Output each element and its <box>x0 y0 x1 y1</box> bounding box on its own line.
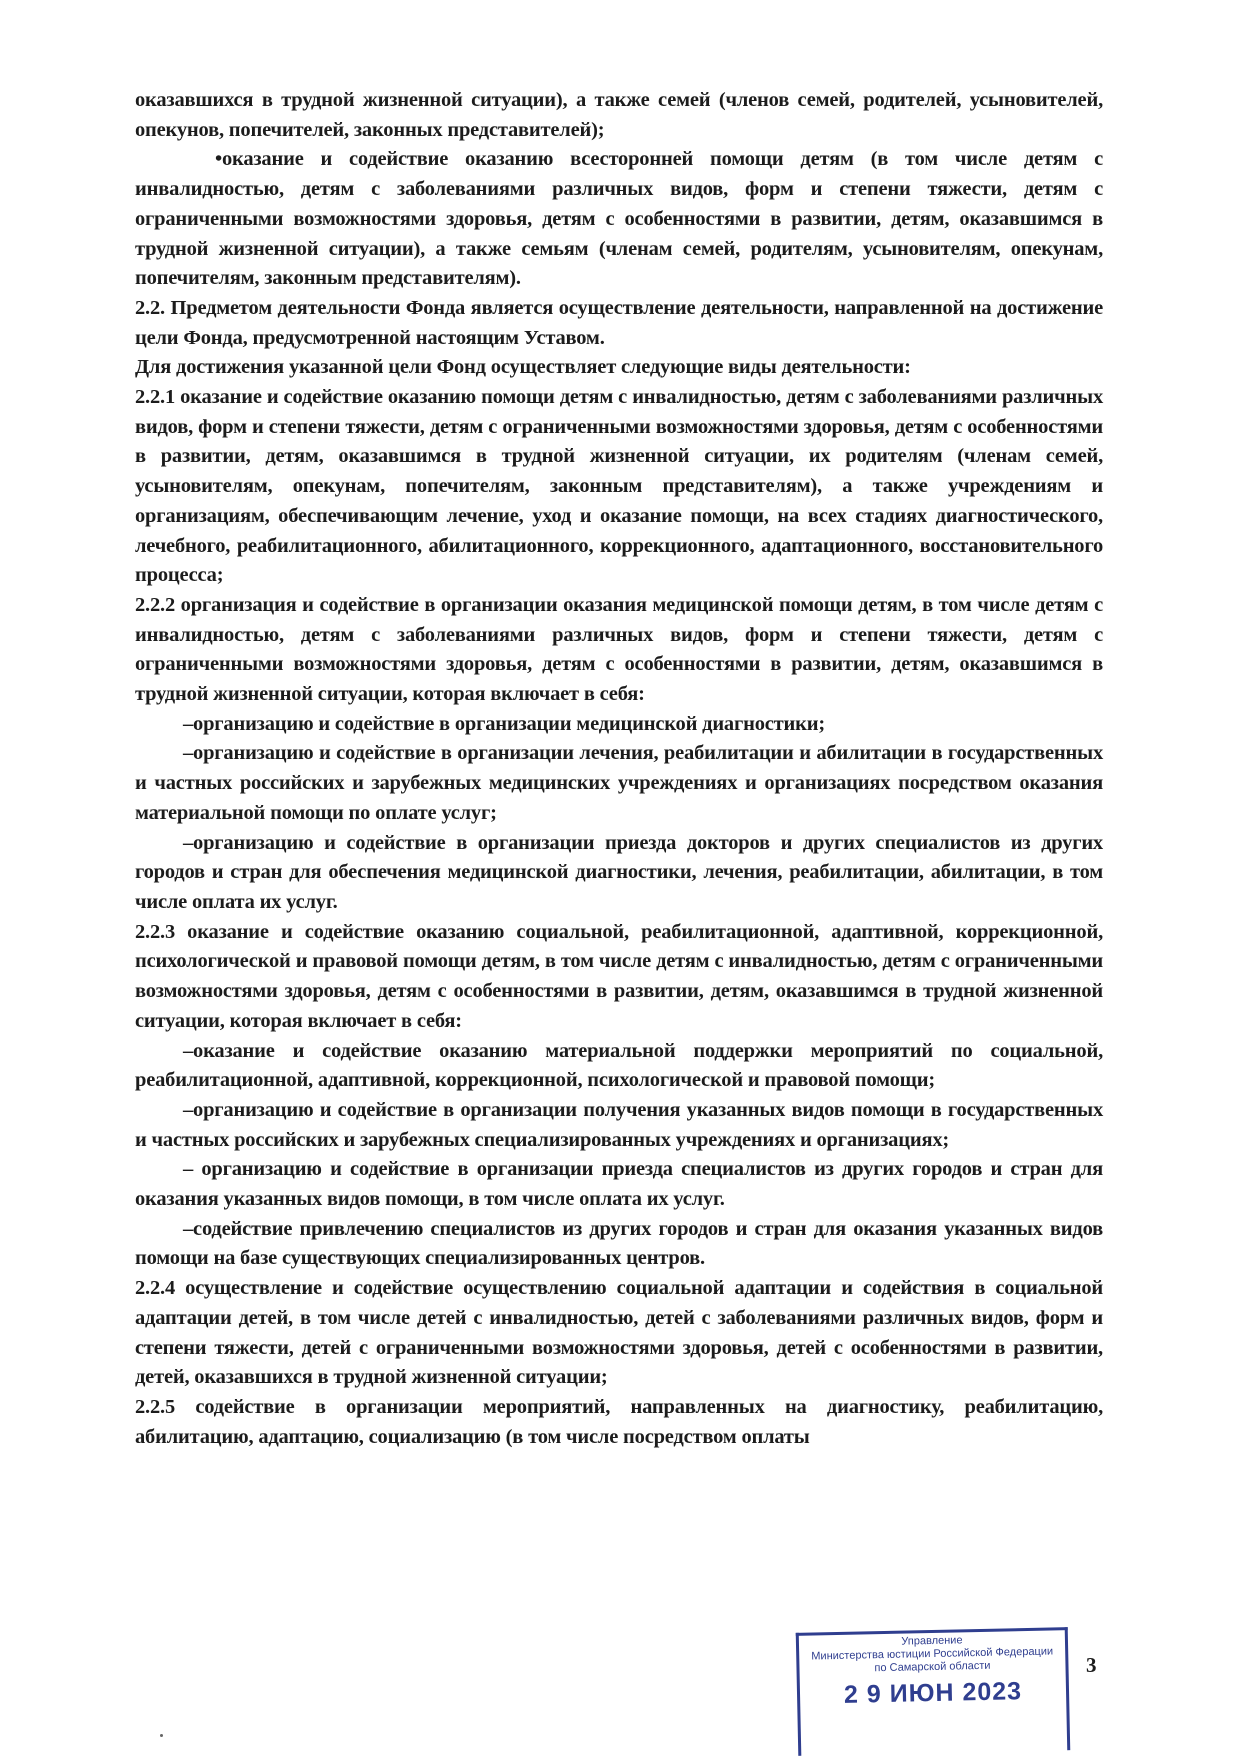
paragraph: –оказание и содействие оказанию материальной поддержки мероприятий по социальной, реабилитационной, адаптивной, коррекционной, психологической и правовой помощи; <box>135 1039 1103 1092</box>
paragraph: –содействие привлечению специалистов из других городов и стран для оказания указанных видов помощи на базе существующих специализированных центров. <box>135 1217 1103 1270</box>
paragraph: 2.2.4 осуществление и содействие осуществлению социальной адаптации и содействия в социальной адаптации детей, в том числе детей с инвалидностью, детей с заболеваниями различных видов, форм и степени тяжести, детей с ограниченными возможностями здоровья, детей с особенностями в развитии, детей, оказавшихся в трудной жизненной ситуации; <box>135 1277 1103 1389</box>
document-body <box>135 86 1103 1452</box>
stamp-date: 2 9 ИЮН 2023 <box>843 1677 1023 1709</box>
paragraph: 2.2.1 оказание и содействие оказанию помощи детям с инвалидностью, детям с заболеваниями различных видов, форм и степени тяжести, детям с ограниченными возможностями здоровья, детям с особенностями в развитии, детям, оказавшимся в трудной жизненной ситуации, их родителям (членам семей, усыновителям, опекунам, попечителям, законным представителям), а также учреждениям и организациям, обеспечивающим лечение, уход и оказание помощи, на всех стадиях диагностического, лечебного, реабилитационного, абилитационного, коррекционного, адаптационного, восстановительного процесса; <box>135 386 1103 587</box>
paragraph: Для достижения указанной цели Фонд осуществляет следующие виды деятельности: <box>135 356 911 379</box>
paragraph: –организацию и содействие в организации медицинской диагностики; <box>183 712 825 735</box>
stamp-line-region: по Самарской области <box>874 1659 991 1675</box>
paragraph: •оказание и содействие оказанию всесторонней помощи детям (в том числе детям с инвалидностью, детям с заболеваниями различных видов, форм и степени тяжести, детям с ограниченными возможностями здоровья, детям с особенностями в развитии, детям, оказавшимся в трудной жизненной ситуации), а также семьям (членам семей, родителям, усыновителям, опекунам, попечителям, законным представителям). <box>135 148 1103 290</box>
paragraph: –организацию и содействие в организации приезда докторов и других специалистов из других городов и стран для обеспечения медицинской диагностики, лечения, реабилитации, абилитации, в том числе оплата их услуг. <box>135 831 1103 913</box>
paragraph: –организацию и содействие в организации лечения, реабилитации и абилитации в государственных и частных российских и зарубежных медицинских учреждениях и организациях посредством оказания материальной помощи по оплате услуг; <box>135 742 1103 824</box>
stamp-line-ministry: Министерства юстиции Российской Федерации <box>811 1645 1054 1663</box>
scan-speck <box>160 1734 163 1737</box>
paragraph: – организацию и содействие в организации приезда специалистов из других городов и стран для оказания указанных видов помощи, в том числе оплата их услуг. <box>135 1158 1103 1211</box>
paragraph: оказавшихся в трудной жизненной ситуации), а также семей (членов семей, родителей, усыновителей, опекунов, попечителей, законных представителей); <box>135 89 1103 141</box>
paragraph: 2.2.5 содействие в организации мероприятий, направленных на диагностику, реабилитацию, абилитацию, адаптацию, социализацию (в том числе посредством оплаты <box>135 1395 1103 1448</box>
paragraph: 2.2.3 оказание и содействие оказанию социальной, реабилитационной, адаптивной, коррекционной, психологической и правовой помощи детям, в том числе детям с инвалидностью, детям с ограниченными возможностями здоровья, детям с особенностями в развитии, детям, оказавшимся в трудной жизненной ситуации, которая включает в себя: <box>135 920 1103 1032</box>
paragraph: 2.2.2 организация и содействие в организации оказания медицинской помощи детям, в том числе детям с инвалидностью, детям с заболеваниями различных видов, форм и степени тяжести, детям с ограниченными возможностями здоровья, детям с особенностями в развитии, детям, оказавшимся в трудной жизненной ситуации, которая включает в себя: <box>135 593 1103 706</box>
registration-stamp <box>796 1627 1071 1756</box>
page-number: 3 <box>1086 1653 1097 1677</box>
stamp-line-authority: Управление <box>901 1634 963 1648</box>
paragraph: –организацию и содействие в организации получения указанных видов помощи в государственных и частных российских и зарубежных специализированных учреждениях и организациях; <box>135 1098 1103 1151</box>
paragraph: 2.2. Предметом деятельности Фонда является осуществление деятельности, направленной на достижение цели Фонда, предусмотренной настоящим Уставом. <box>135 296 1103 349</box>
